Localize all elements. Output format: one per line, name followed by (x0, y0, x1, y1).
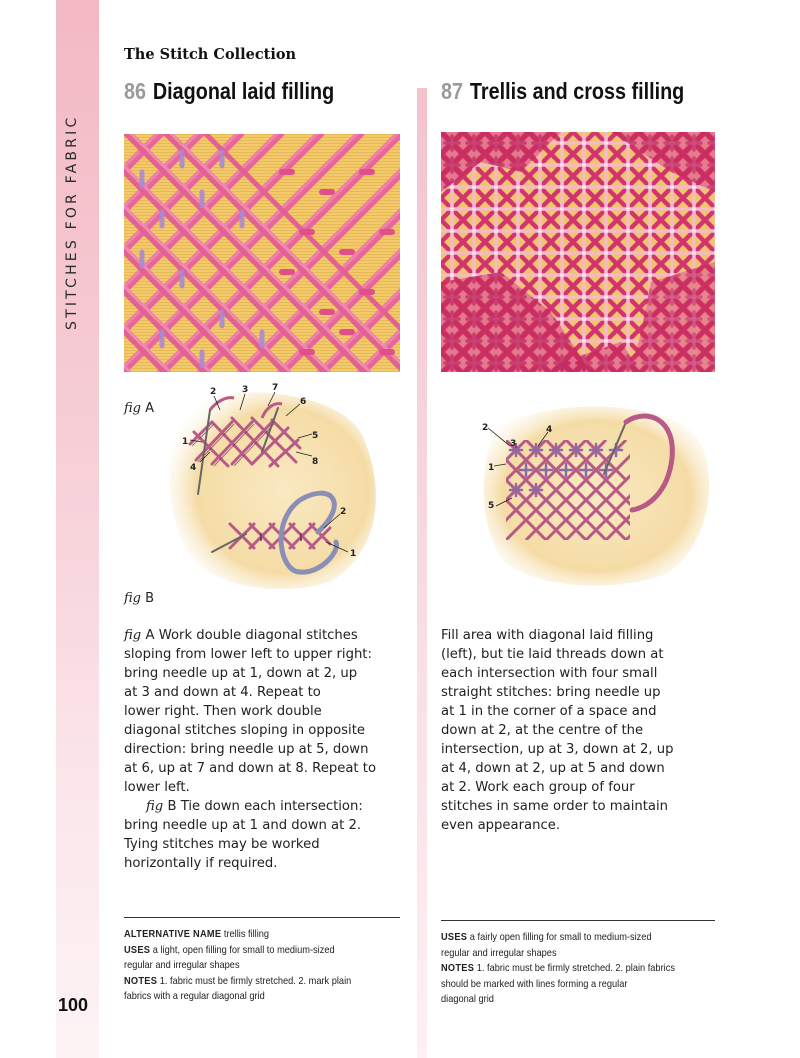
uses-label: USES (124, 943, 151, 956)
text-line: (left), but tie laid threads down at (441, 647, 664, 662)
running-head: The Stitch Collection (124, 46, 297, 63)
text-line: lower right. Then work double (124, 704, 322, 719)
alt-name-label: ALTERNATIVE NAME (124, 928, 222, 940)
text-line: Tying stitches may be worked (124, 837, 320, 852)
alt-name-value: trellis filling (223, 928, 270, 940)
paragraph-trellis (441, 626, 721, 835)
text-line: stitches in same order to maintain (441, 799, 668, 814)
notes-value-cont: diagonal grid (441, 993, 494, 1005)
text-line: straight stitches: bring needle up (441, 685, 661, 700)
text-line: bring needle up at 1 and down at 2. (124, 818, 362, 833)
diagram-trellis (476, 398, 716, 586)
fig-b-word: fig (124, 591, 141, 606)
stitch-name: Diagonal laid filling (152, 78, 335, 104)
stitch-number: 86 (124, 78, 147, 104)
notes-value: 1. fabric must be firmly stretched. 2. plain fabrics (476, 962, 675, 974)
diagram-fig-a-b (150, 382, 400, 590)
notes-label: NOTES (441, 962, 475, 974)
fig-b-label (124, 591, 154, 606)
fig-a-num-2: 2 (210, 387, 217, 397)
fig-a-num-8: 8 (312, 457, 319, 467)
page-number: 100 (58, 995, 89, 1015)
fig-ref: fig (146, 799, 164, 814)
instructions-86 (124, 626, 414, 873)
fig-b-num-2: 2 (340, 507, 347, 517)
paragraph-fig-a (124, 626, 414, 797)
text-line: Fill area with diagonal laid filling (441, 628, 654, 643)
text-line: at 6, up at 7 and down at 8. Repeat to (124, 761, 377, 776)
text-line: at 2. Work each group of four (441, 780, 635, 795)
fig-num-2: 2 (482, 423, 489, 433)
alt-name-row (124, 927, 351, 943)
fig-a-num-1: 1 (182, 437, 189, 447)
uses-value-cont: regular and irregular shapes (441, 946, 557, 959)
text-line: bring needle up at 1, down at 2, up (124, 666, 358, 681)
photo-diagonal-laid-filling (124, 134, 400, 372)
text-line: even appearance. (441, 818, 561, 833)
fig-num-3: 3 (510, 439, 517, 449)
column-divider (417, 88, 427, 1058)
notes-rule-left (124, 917, 400, 918)
uses-label: USES (441, 931, 468, 943)
text-line: sloping from lower left to upper right: (124, 647, 372, 662)
uses-value: a fairly open filling for small to medium-sized (469, 931, 652, 943)
uses-row (124, 943, 351, 959)
stitch-name: Trellis and cross filling (469, 78, 685, 104)
text-line: down at 2, at the centre of the (441, 723, 644, 738)
fig-a-num-3: 3 (242, 385, 249, 395)
notes-87 (441, 930, 675, 1008)
stitch-title-86 (124, 78, 334, 105)
text-line: at 1 in the corner of a space and (441, 704, 657, 719)
fig-a-word: fig (124, 401, 141, 416)
fig-a-num-4: 4 (190, 463, 197, 473)
text-line: at 3 and down at 4. Repeat to (124, 685, 321, 700)
notes-row (124, 974, 351, 990)
text-line: diagonal stitches sloping in opposite (124, 723, 365, 738)
fig-num-4: 4 (546, 425, 553, 435)
notes-row (441, 961, 675, 977)
notes-label: NOTES (124, 974, 158, 987)
uses-value: a light, open filling for small to medium-sized (152, 943, 335, 956)
fig-b-letter: B (145, 591, 155, 606)
stitch-number: 87 (441, 78, 464, 104)
fig-a-num-5: 5 (312, 431, 319, 441)
fig-num-5: 5 (488, 501, 495, 511)
photo-trellis-and-cross-filling (441, 132, 715, 372)
fig-a-num-6: 6 (300, 397, 307, 407)
text-line: Tie down each intersection: (180, 799, 363, 814)
text-line: horizontally if required. (124, 856, 278, 871)
side-label: STITCHES FOR FABRIC (64, 114, 80, 330)
notes-value-cont: fabrics with a regular diagonal grid (124, 990, 265, 1002)
fig-letter: A (145, 628, 155, 643)
fig-a-letter: A (145, 401, 155, 416)
fig-b-num-1: 1 (350, 549, 357, 559)
paragraph-fig-b (124, 797, 414, 873)
stitch-title-87 (441, 78, 684, 105)
fig-num-1: 1 (488, 463, 495, 473)
text-line: each intersection with four small (441, 666, 658, 681)
notes-value: 1. fabric must be firmly stretched. 2. mark plain (159, 974, 352, 987)
uses-value-cont: regular and irregular shapes (124, 959, 240, 971)
text-line: direction: bring needle up at 5, down (124, 742, 369, 757)
notes-value-cont: should be marked with lines forming a regular (441, 977, 628, 990)
text-line: Work double diagonal stitches (158, 628, 358, 643)
notes-86 (124, 927, 351, 1005)
instructions-87 (441, 626, 721, 835)
text-line: intersection, up at 3, down at 2, up (441, 742, 674, 757)
fig-letter: B (167, 799, 177, 814)
notes-rule-right (441, 920, 715, 921)
text-line: lower left. (124, 780, 190, 795)
text-line: at 4, down at 2, up at 5 and down (441, 761, 665, 776)
fig-a-num-7: 7 (272, 383, 279, 393)
fig-ref: fig (124, 628, 142, 643)
uses-row (441, 930, 675, 946)
